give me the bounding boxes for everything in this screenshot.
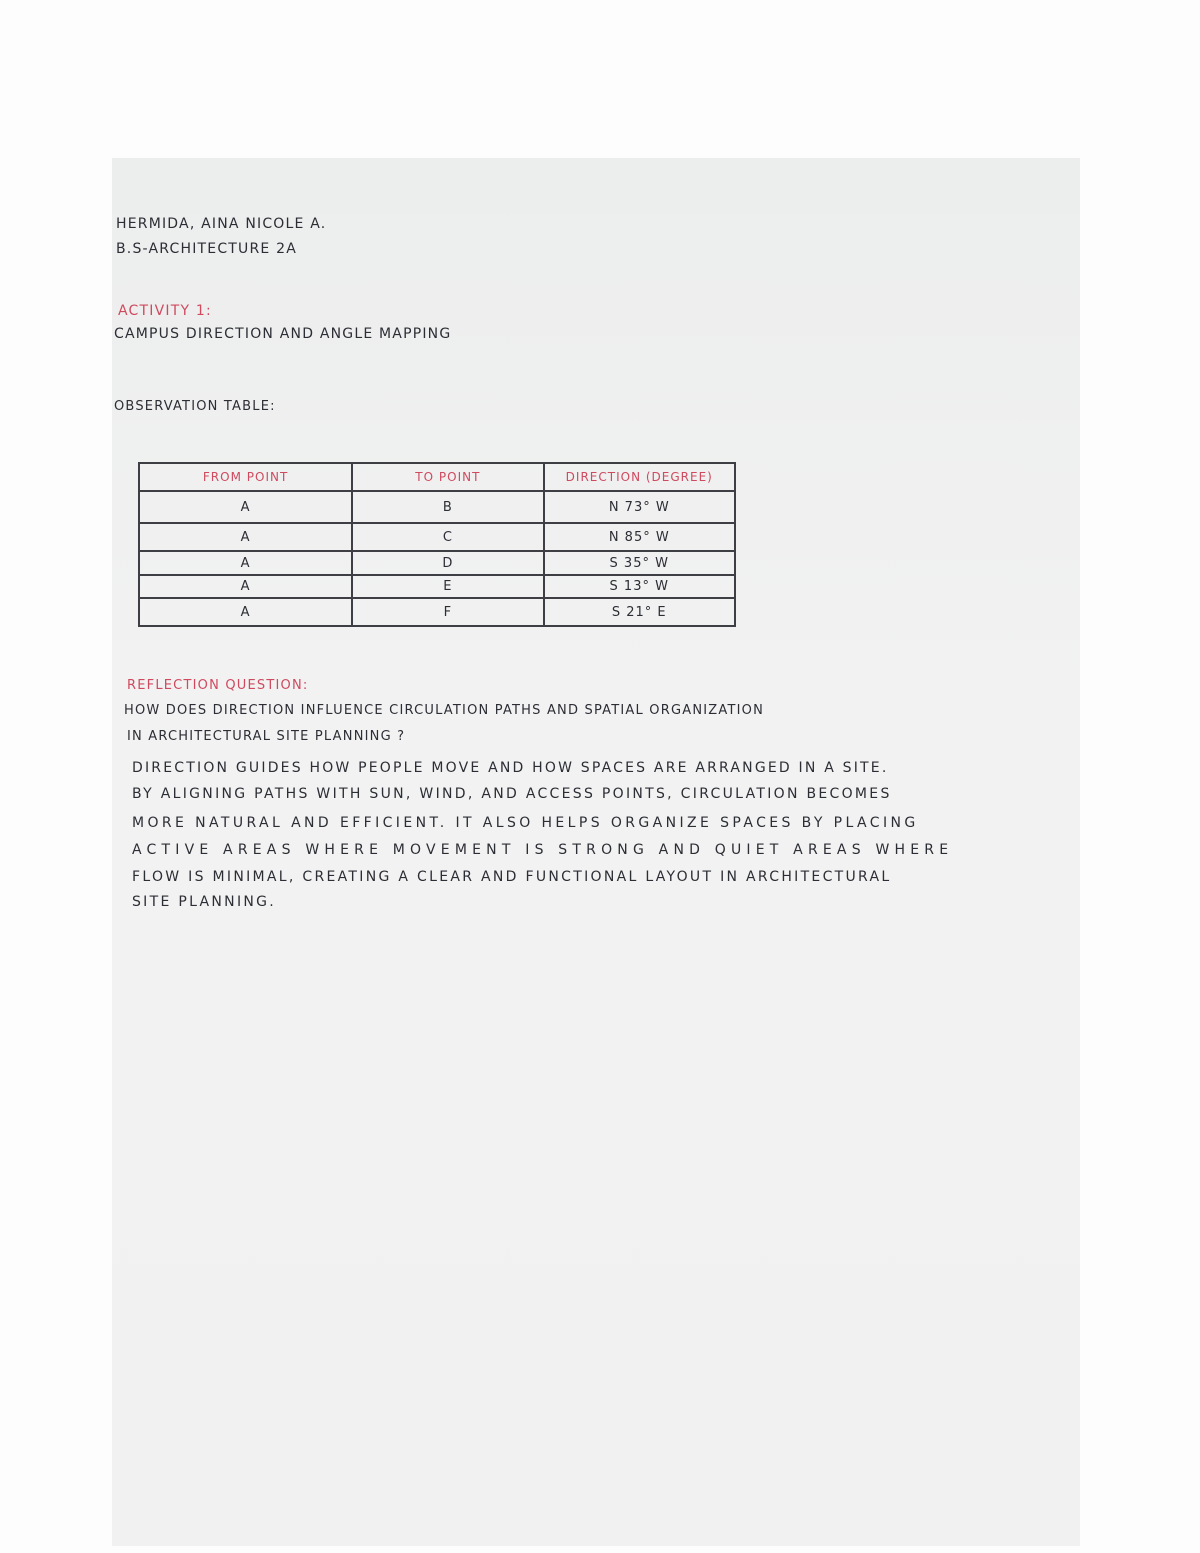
column-header: TO POINT [352, 463, 543, 491]
from-point-cell: A [139, 551, 352, 575]
from-point-cell: A [139, 491, 352, 523]
to-point-cell: D [352, 551, 543, 575]
question-line: HOW DOES DIRECTION INFLUENCE CIRCULATION PATHS AND SPATIAL ORGANIZATION [124, 703, 765, 718]
observation-table-label: OBSERVATION TABLE: [114, 399, 276, 414]
activity-label: ACTIVITY 1: [118, 303, 212, 319]
table-row [139, 551, 735, 575]
student-name: HERMIDA, AINA NICOLE A. [116, 216, 327, 232]
from-point-cell: A [139, 575, 352, 598]
answer-line: SITE PLANNING. [132, 894, 277, 910]
table-row [139, 598, 735, 626]
from-point-cell: A [139, 523, 352, 551]
answer-line: FLOW IS MINIMAL, CREATING A CLEAR AND FUNCTIONAL LAYOUT IN ARCHITECTURAL [132, 869, 892, 885]
table-row [139, 523, 735, 551]
observation-table [138, 462, 736, 627]
answer-line: DIRECTION GUIDES HOW PEOPLE MOVE AND HOW SPACES ARE ARRANGED IN A SITE. [132, 760, 889, 776]
direction-cell: N 73° W [544, 491, 735, 523]
to-point-cell: C [352, 523, 543, 551]
column-header: DIRECTION (DEGREE) [544, 463, 735, 491]
direction-cell: S 35° W [544, 551, 735, 575]
table-header-row [139, 463, 735, 491]
activity-title: CAMPUS DIRECTION AND ANGLE MAPPING [114, 326, 452, 342]
column-header: FROM POINT [139, 463, 352, 491]
table-row [139, 491, 735, 523]
reflection-label: REFLECTION QUESTION: [127, 678, 309, 693]
answer-line: MORE NATURAL AND EFFICIENT. IT ALSO HELPS ORGANIZE SPACES BY PLACING [132, 815, 919, 831]
to-point-cell: E [352, 575, 543, 598]
answer-line: ACTIVE AREAS WHERE MOVEMENT IS STRONG AND QUIET AREAS WHERE [132, 842, 954, 858]
question-line: IN ARCHITECTURAL SITE PLANNING ? [127, 729, 406, 744]
direction-cell: S 21° E [544, 598, 735, 626]
direction-cell: S 13° W [544, 575, 735, 598]
student-course: B.S-ARCHITECTURE 2A [116, 241, 298, 257]
to-point-cell: B [352, 491, 543, 523]
table-row [139, 575, 735, 598]
direction-cell: N 85° W [544, 523, 735, 551]
answer-line: BY ALIGNING PATHS WITH SUN, WIND, AND ACCESS POINTS, CIRCULATION BECOMES [132, 786, 892, 802]
from-point-cell: A [139, 598, 352, 626]
to-point-cell: F [352, 598, 543, 626]
